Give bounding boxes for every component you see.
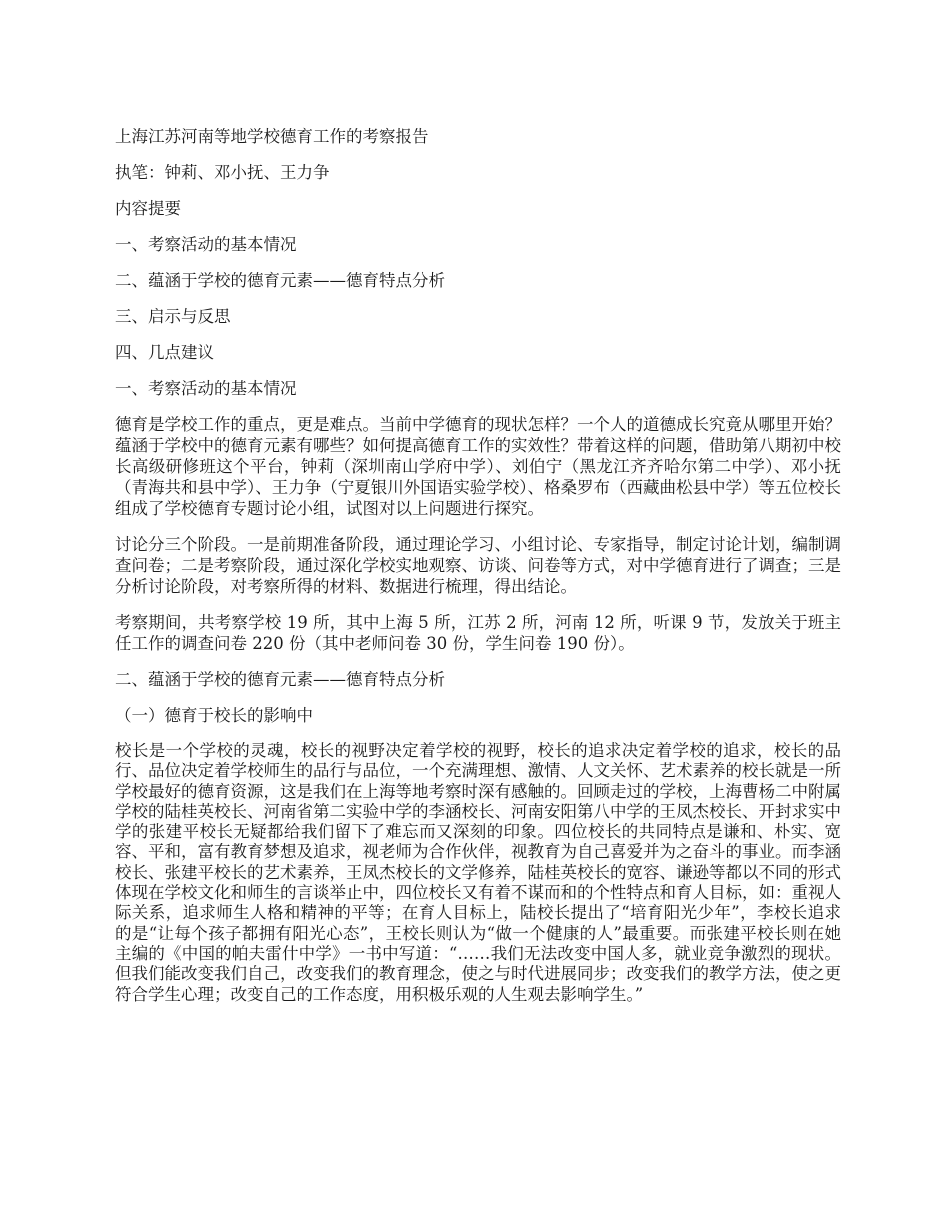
section1-paragraph-1: 德育是学校工作的重点，更是难点。当前中学德育的现状怎样？一个人的道德成长究竟从哪里开始？蕴涵于学校中的德育元素有哪些？如何提高德育工作的实效性？带着这样的问题，借助第八期初中校长高级研修班这个平台，钟莉（深圳南山学府中学）、刘伯宁（黑龙江齐齐哈尔第二中学）、邓小抚（青海共和县中学）、王力争（宁夏银川外国语实验学校）、格桑罗布（西藏曲松县中学）等五位校长组成了学校德育专题讨论小组，试图对以上问题进行探究。 (115, 415, 841, 518)
document-authors: 执笔：钟莉、邓小抚、王力争 (115, 163, 330, 182)
section1-heading: 一、考察活动的基本情况 (115, 379, 297, 398)
section1-paragraph-2: 讨论分三个阶段。一是前期准备阶段，通过理论学习、小组讨论、专家指导，制定讨论计划，编制调查问卷；二是考察阶段，通过深化学校实地观察、访谈、问卷等方式，对中学德育进行了调查；三是分析讨论阶段，对考察所得的材料、数据进行梳理，得出结论。 (115, 535, 841, 596)
section1-paragraph-3: 考察期间，共考察学校 19 所，其中上海 5 所，江苏 2 所，河南 12 所，听课 9 节，发放关于班主任工作的调查问卷 220 份（其中老师问卷 30 份，学生问卷 190 份）。 (115, 613, 841, 653)
toc-item-1: 一、考察活动的基本情况 (115, 235, 297, 254)
toc-item-4: 四、几点建议 (115, 343, 214, 362)
document-title: 上海江苏河南等地学校德育工作的考察报告 (115, 127, 429, 146)
section2-subheading: （一）德育于校长的影响中 (115, 706, 313, 725)
document-page (115, 126, 841, 1020)
toc-item-3: 三、启示与反思 (115, 307, 231, 326)
summary-heading: 内容提要 (115, 199, 181, 218)
toc-item-2: 二、蕴涵于学校的德育元素——德育特点分析 (115, 271, 445, 290)
section2-paragraph: 校长是一个学校的灵魂，校长的视野决定着学校的视野，校长的追求决定着学校的追求，校长的品行、品位决定着学校师生的品行与品位，一个充满理想、激情、人文关怀、艺术素养的校长就是一所学校最好的德育资源，这是我们在上海等地考察时深有感触的。回顾走过的学校，上海曹杨二中附属学校的陆桂英校长、河南省第二实验中学的李涵校长、河南安阳第八中学的王凤杰校长、开封求实中学的张建平校长无疑都给我们留下了难忘而又深刻的印象。四位校长的共同特点是谦和、朴实、宽容、平和，富有教育梦想及追求，视老师为合作伙伴，视教育为自己喜爱并为之奋斗的事业。而李涵校长、张建平校长的艺术素养，王凤杰校长的文学修养，陆桂英校长的宽容、谦逊等都以不同的形式体现在学校文化和师生的言谈举止中，四位校长又有着不谋而和的个性特点和育人目标，如：重视人际关系，追求师生人格和精神的平等；在育人目标上，陆校长提出了“培育阳光少年”，李校长追求的是“让每个孩子都拥有阳光心态”，王校长则认为“做一个健康的人”最重要。而张建平校长则在她主编的《中国的帕夫雷什中学》一书中写道：“……我们无法改变中国人多，就业竞争激烈的现状。但我们能改变我们自己，改变我们的教育理念，使之与时代进展同步；改变我们的教学方法，使之更符合学生心理；改变自己的工作态度，用积极乐观的人生观去影响学生。” (115, 741, 841, 1004)
section2-heading: 二、蕴涵于学校的德育元素——德育特点分析 (115, 670, 445, 689)
